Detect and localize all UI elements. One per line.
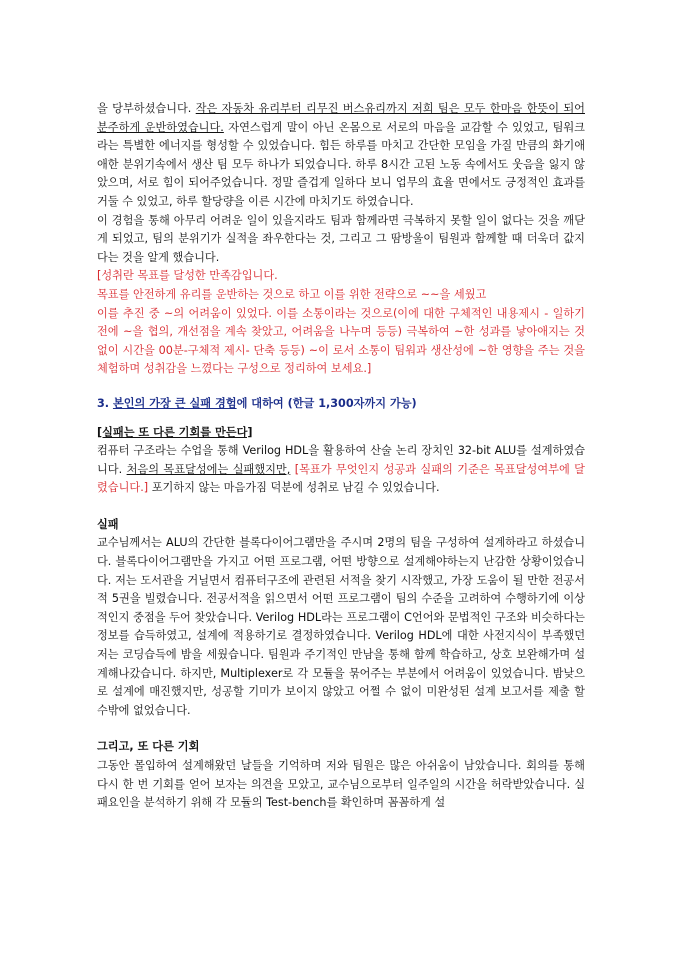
paragraph-another-chance: 그동안 몰입하여 설계해왔던 날들을 기억하며 저와 팀원은 많은 아쉬움이 남았습니다. 회의를 통해 다시 한 번 기회를 얻어 보자는 의견을 모았고, 교수님으로부터 일주일의 시간을 허락받았습니다. 실패요인을 분석하기 위해 각 모듈의 Test-bench를 확인하며 꼼꼼하게 설 (97, 759, 585, 810)
essay-subtitle: [실패는 또 다른 기회를 만든다] (97, 425, 253, 439)
editor-comment-inline: [목표가 무엇인지 성공과 실패의 기준은 목표달성여부에 달렸습니다.] (97, 462, 585, 495)
another-chance-heading: 그리고, 또 다른 기회 (97, 740, 200, 754)
paragraph-failure: 교수님께서는 ALU의 간단한 블록다이어그램만을 주시며 2명의 팀을 구성하여 설계하라고 하셨습니다. 블록다이어그램만을 가지고 어떤 프로그램, 어떤 방향으로 설계해야하는지 난감한 상황이었습니다. 저는 도서관을 거닐면서 컴퓨터구조에 관련된 서적을 찾기 시작했고, 가장 도움이 될 만한 전공서적 5권을 빌렸습니다. 전공서적을 읽으면서 어떤 프로그램이 팀의 수준을 고려하여 수행하기에 이상적인지 중점을 두어 찾았습니다. Verilog HDL라는 프로그램이 C언어와 문법적인 구조와 비슷하다는 정보를 습득하였고, 설계에 적용하기로 결정하였습니다. Verilog HDL에 대한 사전지식이 부족했던 저는 코딩습득에 밤을 세웠습니다. 팀원과 주기적인 만남을 통해 함께 학습하고, 상호 보완해가며 설계해나갔습니다. 하지만, Multiplexer로 각 모듈을 묶어주는 부분에서 어려움이 있었습니다. 밤낮으로 설계에 매진했지만, 성공할 기미가 보이지 않았고 어쩔 수 없이 미완성된 설계 보고서를 제출 할 수밖에 없었습니다. (97, 536, 585, 717)
paragraph-intro (97, 442, 585, 498)
document-body (97, 100, 585, 813)
paragraph-text: 자연스럽게 말이 아닌 온몸으로 서로의 마음을 교감할 수 있었고, 팀워크라는 특별한 에너지를 형성할 수 있었습니다. 힘든 하루를 마치고 간단한 모임을 가질 만큼의 화기애애한 분위기속에서 생산 팀 모두 하나가 되었습니다. 하루 8시간 고된 노동 속에서도 웃음을 잃지 않았으며, 서로 힘이 되어주었습니다. 정말 즐겁게 일하다 보니 업무의 효율 면에서도 긍정적인 효과를 거둘 수 있었고, 하루 할당량을 이른 시간에 마치기도 하였습니다. (97, 120, 585, 208)
paragraph-teamwork (97, 100, 585, 212)
paragraph-text: 을 당부하셨습니다. (97, 102, 196, 115)
section-title-underlined: 본인의 가장 큰 실패 경험 (112, 396, 237, 410)
editor-comment-line-2: 목표를 안전하게 유리를 운반하는 것으로 하고 이를 위한 전략으로 ~~을 세웠고 (97, 287, 487, 301)
section-title-rest: 에 대하여 (한글 1,300자까지 가능) (236, 396, 417, 410)
paragraph-lesson: 이 경험을 통해 아무리 어려운 일이 있을지라도 팀과 함께라면 극복하지 못할 일이 없다는 것을 깨닫게 되었고, 팀의 분위기가 실적을 좌우한다는 것, 그리고 그 땀방울이 팀원과 함께할 때 더욱더 값지다는 것을 알게 했습니다. (97, 213, 585, 264)
failure-heading: 실패 (97, 517, 119, 531)
underlined-sentence: 작은 자동차 유리부터 리무진 버스유리까지 저희 팀은 모두 한마음 한뜻이 되어 분주하게 운반하였습니다. (97, 102, 585, 134)
editor-comment-line-1: [성취란 목표를 달성한 만족감입니다. (97, 269, 278, 283)
editor-comment-line-3: 이를 추진 중 ~의 어려움이 있었다. 이를 소통이라는 것으로(이에 대한 구체적인 내용제시 - 일하기 전에 ~을 협의, 개선점을 계속 찾았고, 어려움을 나누며 등등) 극복하여 ~한 성과를 낳아애지는 것 없이 시간을 00분-구체적 제시- 단축 등등) ~이 로서 소통이 팀워과 생산성에 ~한 영향을 주는 것을 체험하며 성취감을 느꼈다는 구성으로 정리하여 보세요.] (97, 306, 585, 376)
paragraph-text: 컴퓨터 구조라는 수업을 통해 Verilog HDL을 활용하여 산술 논리 장치인 32-bit ALU를 설계하였습니다. (97, 444, 585, 476)
paragraph-text: 포기하지 않는 마음가짐 덕분에 성취로 남길 수 있었습니다. (148, 481, 440, 495)
underlined-sentence: 처음의 목표달성에는 실패했지만, (126, 462, 291, 476)
section-number: 3. (97, 396, 113, 410)
section-3-heading (97, 395, 585, 414)
